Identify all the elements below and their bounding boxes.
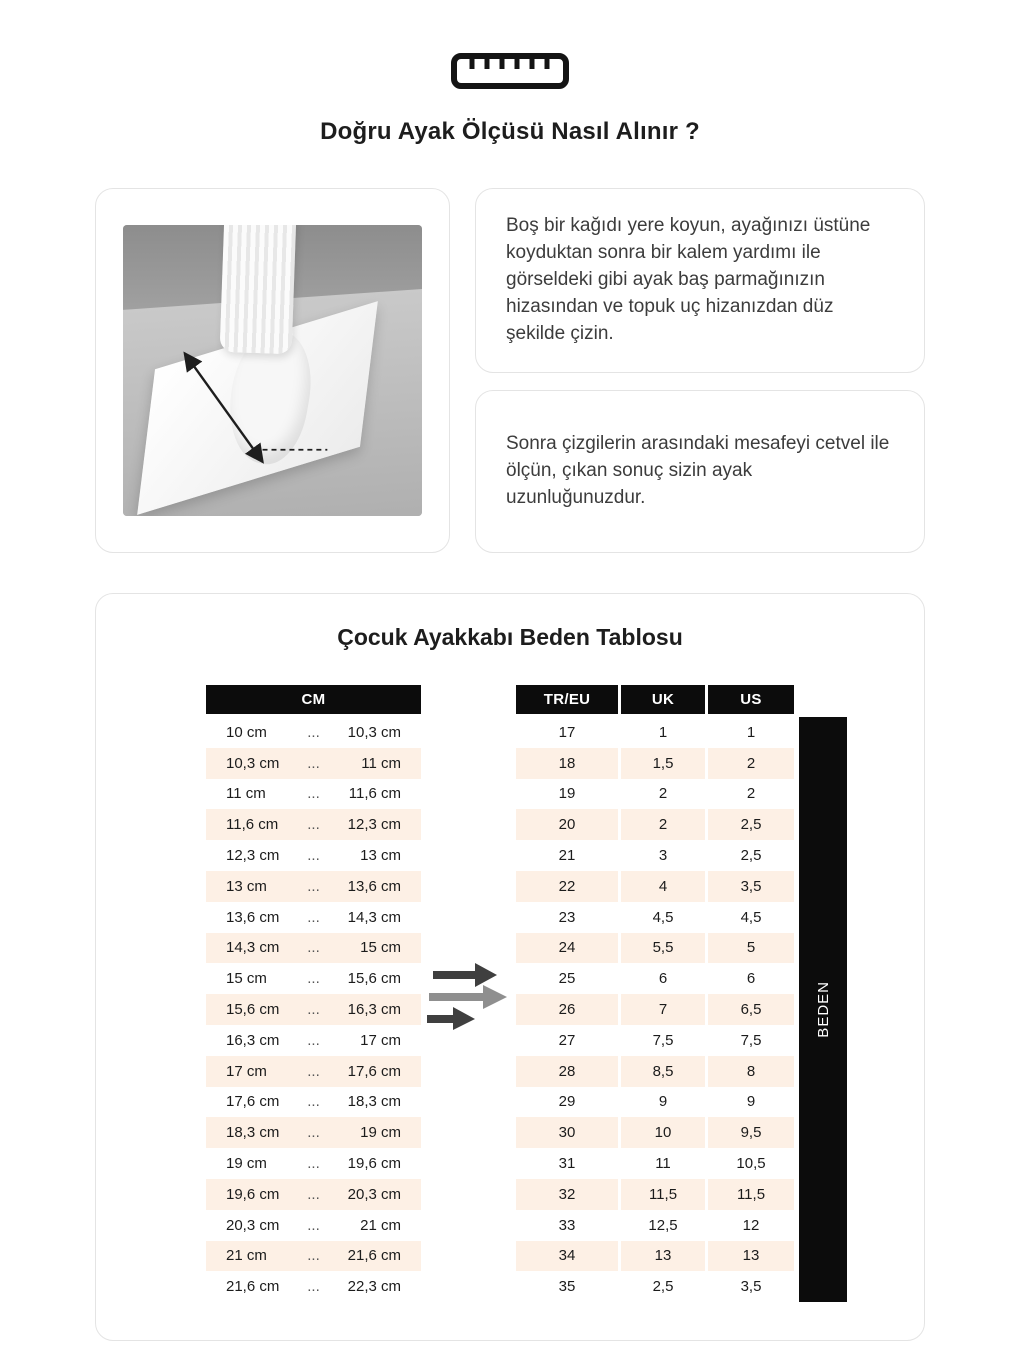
cm-table-rows [206,717,421,1302]
cm-to-value: 11,6 cm [348,785,401,803]
cm-from-value: 16,3 cm [226,1031,280,1049]
cm-from-value: 11,6 cm [226,816,279,834]
size-us-value: 2 [708,748,794,779]
size-tr-eu-value: 19 [516,779,618,810]
cm-from-value: 15 cm [226,970,267,988]
cm-to-value: 19 cm [360,1124,401,1142]
size-table-header-row [516,685,794,714]
cm-from-value: 11 cm [226,785,266,803]
cm-separator: ... [307,1001,320,1019]
cm-to-value: 13,6 cm [347,877,401,895]
cm-row [206,717,421,748]
cm-separator: ... [307,816,320,834]
size-uk-value: 9 [621,1087,705,1118]
size-tr-eu-value: 33 [516,1210,618,1241]
size-row [516,1087,794,1118]
cm-row [206,748,421,779]
size-row [516,902,794,933]
cm-from-value: 20,3 cm [226,1216,280,1234]
size-uk-value: 2 [621,809,705,840]
size-row [516,994,794,1025]
size-row [516,840,794,871]
size-us-value: 9 [708,1087,794,1118]
size-uk-value: 11 [621,1148,705,1179]
cm-separator: ... [307,847,320,865]
cm-row [206,933,421,964]
size-chart-section [95,593,925,1341]
cm-to-value: 10,3 cm [347,723,401,741]
header-tr-eu: TR/EU [516,685,618,714]
size-uk-value: 4,5 [621,902,705,933]
size-tr-eu-value: 29 [516,1087,618,1118]
ruler-icon [0,0,1020,92]
cm-from-value: 14,3 cm [226,939,280,957]
size-uk-value: 1 [621,717,705,748]
header-uk: UK [621,685,705,714]
size-tr-eu-value: 25 [516,963,618,994]
cm-to-value: 21,6 cm [347,1247,401,1265]
cm-to-value: 20,3 cm [347,1185,401,1203]
cm-from-value: 21 cm [226,1247,267,1265]
cm-separator: ... [307,1247,320,1265]
cm-from-value: 12,3 cm [226,847,280,865]
size-row [516,1210,794,1241]
size-row [516,1271,794,1302]
cm-from-value: 15,6 cm [226,1001,280,1019]
conversion-arrows-icon [421,958,516,1030]
size-us-value: 3,5 [708,1271,794,1302]
cm-row [206,1241,421,1272]
size-uk-value: 7,5 [621,1025,705,1056]
size-uk-value: 12,5 [621,1210,705,1241]
size-row [516,1148,794,1179]
cm-from-value: 17 cm [226,1062,267,1080]
cm-from-value: 13,6 cm [226,908,280,926]
size-tr-eu-value: 22 [516,871,618,902]
size-us-value: 13 [708,1241,794,1272]
size-us-value: 10,5 [708,1148,794,1179]
size-us-value: 9,5 [708,1117,794,1148]
size-tr-eu-value: 26 [516,994,618,1025]
size-row [516,717,794,748]
cm-row [206,1271,421,1302]
cm-table [206,685,421,1302]
size-uk-value: 1,5 [621,748,705,779]
cm-separator: ... [307,1124,320,1142]
size-us-value: 1 [708,717,794,748]
size-tr-eu-value: 24 [516,933,618,964]
size-tr-eu-value: 35 [516,1271,618,1302]
size-row [516,1179,794,1210]
size-tr-eu-value: 27 [516,1025,618,1056]
size-tr-eu-value: 17 [516,717,618,748]
cm-to-value: 21 cm [360,1216,401,1234]
size-tr-eu-value: 20 [516,809,618,840]
cm-to-value: 13 cm [360,847,401,865]
size-tr-eu-value: 31 [516,1148,618,1179]
size-row [516,748,794,779]
instruction-step-2: Sonra çizgilerin arasındaki mesafeyi cetvel ile ölçün, çıkan sonuç sizin ayak uzunluğunuzdur. [506,432,890,508]
size-us-value: 2 [708,779,794,810]
cm-from-value: 19 cm [226,1155,267,1173]
size-uk-value: 13 [621,1241,705,1272]
cm-separator: ... [307,877,320,895]
size-tr-eu-value: 18 [516,748,618,779]
cm-to-value: 22,3 cm [347,1278,401,1296]
cm-from-value: 19,6 cm [226,1185,280,1203]
cm-table-header: CM [206,685,421,714]
header-us: US [708,685,794,714]
cm-separator: ... [307,908,320,926]
size-us-value: 6,5 [708,994,794,1025]
foot-measure-photo [123,225,422,516]
cm-row [206,871,421,902]
cm-separator: ... [307,1093,320,1111]
cm-to-value: 11 cm [361,754,401,772]
cm-row [206,1179,421,1210]
size-us-value: 7,5 [708,1025,794,1056]
cm-row [206,1025,421,1056]
cm-to-value: 17,6 cm [347,1062,401,1080]
page-title: Doğru Ayak Ölçüsü Nasıl Alınır ? [320,118,700,145]
measure-arrow-icon [123,225,422,516]
cm-from-value: 13 cm [226,877,267,895]
cm-separator: ... [307,723,320,741]
cm-row [206,902,421,933]
size-row [516,933,794,964]
cm-to-value: 16,3 cm [347,1001,401,1019]
size-us-value: 12 [708,1210,794,1241]
cm-row [206,1087,421,1118]
cm-row [206,1148,421,1179]
cm-to-value: 15 cm [360,939,401,957]
size-tr-eu-value: 34 [516,1241,618,1272]
size-tr-eu-value: 30 [516,1117,618,1148]
size-row [516,1056,794,1087]
instruction-step-1: Boş bir kağıdı yere koyun, ayağınızı üstüne koyduktan sonra bir kalem yardımı ile görseldeki gibi ayak baş parmağınızın hizasından ve topuk uç hizanızdan düz şekilde çizin. [506,215,871,344]
size-uk-value: 8,5 [621,1056,705,1087]
size-us-value: 2,5 [708,809,794,840]
cm-to-value: 15,6 cm [347,970,401,988]
size-us-value: 3,5 [708,871,794,902]
cm-to-value: 19,6 cm [347,1155,401,1173]
size-row [516,963,794,994]
cm-row [206,1056,421,1087]
size-tr-eu-value: 23 [516,902,618,933]
cm-separator: ... [307,1031,320,1049]
cm-to-value: 17 cm [360,1031,401,1049]
size-row [516,1117,794,1148]
cm-to-value: 18,3 cm [347,1093,401,1111]
cm-separator: ... [307,1278,320,1296]
cm-separator: ... [307,1155,320,1173]
cm-separator: ... [307,1185,320,1203]
size-row [516,1025,794,1056]
size-uk-value: 6 [621,963,705,994]
cm-from-value: 17,6 cm [226,1093,280,1111]
cm-row [206,779,421,810]
cm-from-value: 21,6 cm [226,1278,280,1296]
size-uk-value: 10 [621,1117,705,1148]
cm-separator: ... [307,1062,320,1080]
cm-to-value: 14,3 cm [347,908,401,926]
measure-instructions-section [95,188,925,553]
size-us-value: 2,5 [708,840,794,871]
cm-from-value: 10 cm [226,723,267,741]
size-row [516,809,794,840]
size-uk-value: 11,5 [621,1179,705,1210]
cm-row [206,809,421,840]
size-chart-title: Çocuk Ayakkabı Beden Tablosu [337,624,683,650]
cm-row [206,963,421,994]
size-row [516,779,794,810]
instruction-card-2 [475,390,925,553]
size-us-value: 11,5 [708,1179,794,1210]
beden-side-bar [799,717,847,1302]
size-us-value: 6 [708,963,794,994]
size-uk-value: 4 [621,871,705,902]
beden-label: BEDEN [814,981,832,1038]
size-row [516,871,794,902]
size-chart-tables [96,685,924,1302]
cm-to-value: 12,3 cm [347,816,401,834]
size-uk-value: 3 [621,840,705,871]
size-uk-value: 5,5 [621,933,705,964]
cm-row [206,994,421,1025]
cm-from-value: 18,3 cm [226,1124,280,1142]
cm-row [206,1117,421,1148]
size-us-value: 5 [708,933,794,964]
size-uk-value: 2 [621,779,705,810]
cm-separator: ... [307,754,320,772]
cm-separator: ... [307,1216,320,1234]
size-uk-value: 2,5 [621,1271,705,1302]
size-us-value: 8 [708,1056,794,1087]
size-uk-value: 7 [621,994,705,1025]
size-table-rows [516,717,794,1302]
cm-row [206,840,421,871]
instruction-card-1 [475,188,925,373]
size-row [516,1241,794,1272]
size-tr-eu-value: 28 [516,1056,618,1087]
cm-row [206,1210,421,1241]
foot-measure-photo-card [95,188,450,553]
cm-separator: ... [307,785,320,803]
cm-separator: ... [307,970,320,988]
size-tr-eu-value: 21 [516,840,618,871]
instruction-cards [475,188,925,553]
size-conversion-table [516,685,794,1302]
size-tr-eu-value: 32 [516,1179,618,1210]
size-us-value: 4,5 [708,902,794,933]
cm-separator: ... [307,939,320,957]
cm-from-value: 10,3 cm [226,754,280,772]
